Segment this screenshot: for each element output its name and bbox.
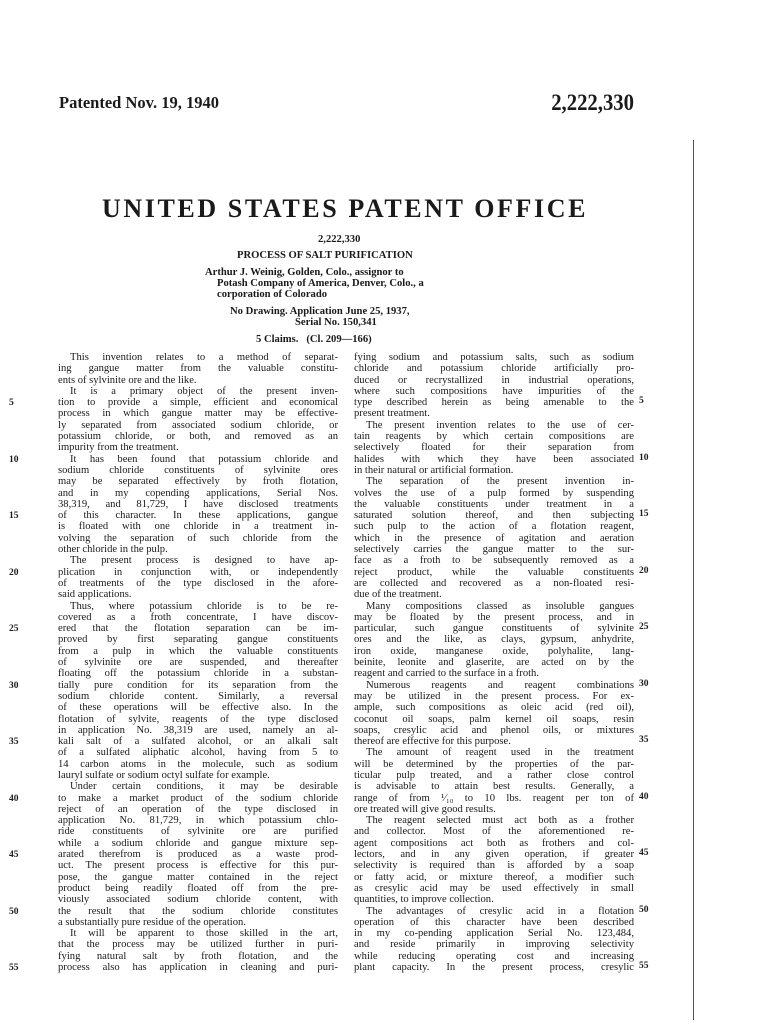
text-line: are collected and recovered as a non-floated resi-: [354, 577, 634, 589]
text-line: and in my copending applications, Serial Nos.: [58, 487, 338, 499]
text-line: thereof are effective for this purpose.: [354, 736, 511, 748]
text-line: arated therefrom is produced as a waste prod-: [58, 849, 338, 861]
line-number-right: 40: [639, 791, 649, 802]
text-line: It has been found that potassium chloride and: [70, 453, 338, 465]
text-line: The present process is designed to have ap-: [70, 555, 338, 567]
text-line: tain reagents by which certain compositions are: [354, 431, 634, 443]
text-line: is advisable to attain best results. Generally, a: [354, 781, 634, 793]
text-line: ore treated will give good results.: [354, 803, 496, 815]
text-line: impurity from the treatment.: [58, 442, 179, 454]
text-line: ly separated from associated sodium chloride, or: [58, 419, 338, 431]
text-line: ample, such compositions as oleic acid (red oil),: [354, 702, 634, 714]
text-line: in application No. 38,319 are used, namely an al-: [58, 724, 338, 736]
text-line: or fatty acid, or mixture thereof, a modifier such: [354, 871, 634, 883]
text-line: range of from ¹⁄₁₀ to 10 lbs. reagent per ton of: [354, 792, 634, 804]
text-line: coconut oil soaps, palm kernel oil soaps, resin: [354, 713, 634, 725]
text-line: which in the presence of agitation and aeration: [354, 532, 634, 544]
text-line: application No. 81,729, in which potassium chlo-: [58, 815, 338, 827]
application-line-2: Serial No. 150,341: [295, 317, 377, 328]
application-line-1: No Drawing. Application June 25, 1937,: [230, 306, 410, 317]
text-line: beinite, leonite and glaserite, are acted on by the: [354, 657, 634, 669]
line-number-left: 50: [9, 906, 19, 917]
text-line: plant capacity. In the present process, cresylic: [354, 962, 634, 974]
text-line: flotation of sylvite, reagents of the type disclosed: [58, 713, 338, 725]
text-line: halides with which they have been associated: [354, 453, 634, 465]
text-line: reject product, while the valuable constituents: [354, 566, 634, 578]
text-line: selectively carries the gangue matter to the sur-: [354, 544, 634, 556]
text-line: ered that the flotation separation can be im-: [58, 623, 338, 635]
line-number-left: 35: [9, 737, 19, 748]
text-line: sodium chloride constituents of sylvinite ores: [58, 464, 338, 476]
line-number-left: 10: [9, 454, 19, 465]
line-number-left: 45: [9, 850, 19, 861]
inventor-line-2: Potash Company of America, Denver, Colo., a: [217, 278, 424, 289]
text-line: ents of sylvinite ore and the like.: [58, 374, 197, 386]
text-line: soaps, cresylic acid and phenol oils, or mixtures: [354, 724, 634, 736]
text-line: volves the use of a pulp formed by suspending: [354, 487, 634, 499]
text-line: the valuable constituents under treatment in a: [354, 498, 634, 510]
text-line: fying natural salt by froth flotation, and the: [58, 950, 338, 962]
text-line: Numerous reagents and reagent combinations: [366, 679, 634, 691]
text-line: and reside primarily in improving selectivity: [354, 939, 634, 951]
inventor-line-3: corporation of Colorado: [217, 289, 328, 300]
line-number-left: 15: [9, 511, 19, 522]
text-line: process in which gangue matter may be effective-: [58, 408, 338, 420]
text-line: of a sulfated aliphatic alcohol, having from 5 to: [58, 747, 338, 759]
text-line: 14 carbon atoms in the molecule, such as sodium: [58, 758, 338, 770]
right-column: [354, 352, 634, 973]
line-number-right: 20: [639, 565, 649, 576]
office-title: UNITED STATES PATENT OFFICE: [101, 194, 589, 223]
text-line: said applications.: [58, 589, 132, 601]
text-line: agent compositions act both as frothers and col-: [354, 837, 634, 849]
text-line: 38,319, and 81,729, I have disclosed treatments: [58, 498, 338, 510]
text-line: that the process may be utilized further in puri-: [58, 939, 338, 951]
line-number-right: 45: [639, 848, 649, 859]
text-line: It is a primary object of the present inven-: [70, 385, 338, 397]
text-line: process also has application in cleaning and puri-: [58, 962, 338, 974]
text-line: ride constituents of sylvinite ore are purified: [58, 826, 338, 838]
claims-line: 5 Claims. (Cl. 209—166): [256, 334, 372, 345]
text-line: of this character. In these applications, gangue: [58, 510, 338, 522]
line-number-left: 25: [9, 624, 19, 635]
text-line: plication in conjunction with, or independently: [58, 566, 338, 578]
text-line: while a sodium chloride and gangue mixture sep-: [58, 837, 338, 849]
text-line: ing gangue matter from the valuable constitu-: [58, 363, 338, 375]
patent-number-header: 2,222,330: [551, 90, 634, 115]
text-line: reagent and carried to the surface in a froth.: [354, 668, 540, 680]
line-number-right: 50: [639, 904, 649, 915]
page-edge-line: [693, 140, 694, 1020]
text-line: and collector. Most of the aforementioned re-: [354, 826, 634, 838]
text-line: the result that the sodium chloride constitutes: [58, 905, 338, 917]
text-line: Thus, where potassium chloride is to be re-: [70, 600, 338, 612]
line-number-right: 15: [639, 509, 649, 520]
text-line: while reducing operating cost and increasing: [354, 950, 634, 962]
text-line: a substantially pure residue of the operation.: [58, 916, 246, 928]
line-number-left: 30: [9, 680, 19, 691]
text-line: The amount of reagent used in the treatment: [366, 747, 634, 759]
line-number-left: 20: [9, 567, 19, 578]
text-line: proved by first separating gangue constituents: [58, 634, 338, 646]
line-number-right: 5: [639, 396, 644, 407]
patent-number: 2,222,330: [318, 234, 361, 245]
text-line: covered as a froth concentrate, I have discov-: [58, 611, 338, 623]
text-line: ores and the like, as clays, gypsum, anhydrite,: [354, 634, 634, 646]
inventor-line-1: Arthur J. Weinig, Golden, Colo., assignor to: [205, 267, 404, 278]
text-line: face as a froth to be subsequently removed as a: [354, 555, 634, 567]
text-line: floating off the potassium chloride in a substan-: [58, 668, 338, 680]
text-line: ticular pulp treated, and a rather close control: [354, 769, 634, 781]
text-line: other chloride in the pulp.: [58, 544, 168, 556]
text-line: The reagent selected must act both as a frother: [366, 815, 634, 827]
text-line: lectors, and in any given operation, if greater: [354, 849, 634, 861]
text-line: such pulp to the action of a flotation reagent,: [354, 521, 634, 533]
text-line: potassium chloride, or both, and removed as an: [58, 431, 338, 443]
text-line: iron oxide, manganese oxide, polyhalite, lang-: [354, 645, 634, 657]
text-line: of treatments of the type disclosed in the afore-: [58, 577, 338, 589]
text-line: fying sodium and potassium salts, such as sodium: [354, 352, 634, 363]
text-line: to make a market product of the sodium chloride: [58, 792, 338, 804]
text-line: type described herein as being amenable to the: [354, 397, 634, 409]
text-line: of these operations will be effective also. In the: [58, 702, 338, 714]
text-line: reject of an operation of the type disclosed in: [58, 803, 338, 815]
text-line: is floated with one chloride in a treatment in-: [58, 521, 338, 533]
text-line: The present invention relates to the use of cer-: [366, 419, 634, 431]
text-line: volving the separation of such chloride from the: [58, 532, 338, 544]
line-number-right: 10: [639, 452, 649, 463]
text-line: where such compositions have impurities of the: [354, 385, 634, 397]
text-line: Many compositions classed as insoluble gangues: [366, 600, 634, 612]
line-number-right: 35: [639, 735, 649, 746]
text-line: may be floated by the present process, and in: [354, 611, 634, 623]
text-line: tion to provide a simple, efficient and economical: [58, 397, 338, 409]
invention-title: PROCESS OF SALT PURIFICATION: [237, 250, 413, 261]
text-line: particular, such gangue constituents of sylvinite: [354, 623, 634, 635]
line-number-right: 25: [639, 622, 649, 633]
text-line: of sylvinite ore are suspended, and thereafter: [58, 657, 338, 669]
text-line: viously associated sodium chloride content, with: [58, 894, 338, 906]
line-number-left: 55: [9, 963, 19, 974]
line-number-left: 40: [9, 793, 19, 804]
left-column: [58, 352, 338, 973]
line-number-right: 55: [639, 961, 649, 972]
text-line: selectivity is required than is afforded by a soap: [354, 860, 634, 872]
text-line: operation of this character have been described: [354, 916, 634, 928]
line-number-left: 5: [9, 398, 14, 409]
text-line: sodium chloride content. Similarly, a reversal: [58, 690, 338, 702]
text-line: may be separated effectively by froth flotation,: [58, 476, 338, 488]
text-line: saturated solution thereof, and then subjecting: [354, 510, 634, 522]
text-line: selectively floated for their separation from: [354, 442, 634, 454]
text-line: quantities, to improve collection.: [354, 894, 494, 906]
text-line: in their natural or artificial formation.: [354, 464, 514, 476]
text-line: product being readily floated off from the pre-: [58, 882, 338, 894]
text-line: pose, the gangue matter contained in the reject: [58, 871, 338, 883]
text-line: This invention relates to a method of separat-: [70, 352, 338, 363]
text-line: uct. The present process is effective for this pur-: [58, 860, 338, 872]
text-line: It will be apparent to those skilled in the art,: [70, 928, 338, 940]
line-number-right: 30: [639, 678, 649, 689]
patent-date: Patented Nov. 19, 1940: [59, 93, 219, 112]
text-line: tially pure condition for its separation from the: [58, 679, 338, 691]
text-line: duced or recrystallized in industrial operations,: [354, 374, 634, 386]
text-line: lauryl sulfate or sodium octyl sulfate for example.: [58, 769, 270, 781]
text-line: in my co-pending application Serial No. 123,484,: [354, 928, 634, 940]
text-line: The advantages of cresylic acid in a flotation: [366, 905, 634, 917]
text-line: will be determined by the properties of the par-: [354, 758, 634, 770]
text-line: present treatment.: [354, 408, 430, 420]
text-line: may be utilized in the present process. For ex-: [354, 690, 634, 702]
text-line: The separation of the present invention in-: [366, 476, 634, 488]
text-line: chloride and potassium chloride artificially pro-: [354, 363, 634, 375]
text-line: from a pulp in which the valuable constituents: [58, 645, 338, 657]
text-line: Under certain conditions, it may be desirable: [70, 781, 338, 793]
text-line: as cresylic acid may be used effectively in small: [354, 882, 634, 894]
text-line: due of the treatment.: [354, 589, 442, 601]
text-line: kali salt of a sulfated alcohol, or an alkali salt: [58, 736, 338, 748]
